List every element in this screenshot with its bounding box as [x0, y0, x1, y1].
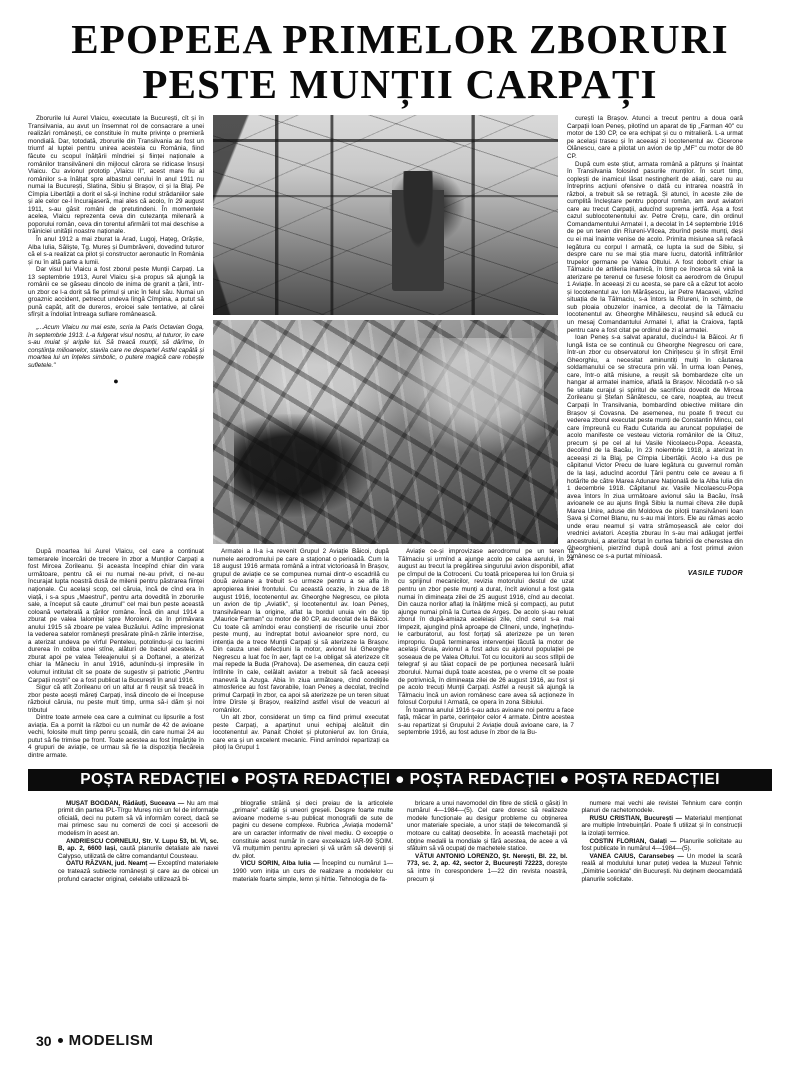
posta-entry-name: RUSU CRISTIAN, București —	[589, 814, 682, 822]
bullet-separator: ●	[113, 376, 119, 387]
posta-entry	[233, 860, 394, 883]
posta-column-1	[58, 800, 219, 884]
posta-entry-name: VANEA CAIUS, Caransebeș —	[589, 852, 684, 860]
posta-entry-name: VICU SORIN, Alba Iulia —	[240, 860, 320, 868]
posta-entry	[582, 815, 743, 838]
article-column-4-top	[567, 115, 743, 577]
headline-line-2: PESTE MUNȚII CARPAȚI	[142, 60, 658, 107]
paragraph: Sigur că atît Zorileanu ori un altul ar fi reușit să treacă în zbor peste acești măreți Carpați, însă dincolo de ei începuse războiul căruia, nu peste mult timp, urma să-i dăm și noi tributul	[28, 684, 204, 714]
article-column-1-top	[28, 115, 204, 541]
posta-entry-name: COSTIN FLORIAN, Galați —	[589, 837, 677, 845]
posta-entry-name: OATU RĂZVAN, jud. Neamț —	[66, 860, 156, 868]
posta-entry-body: Exceptînd materialele ce tratează subiecte românești și care au de obicei un profund caracter original, celelalte utilizează bi-	[58, 860, 219, 883]
photo-detail-shadow	[234, 414, 372, 517]
photo-vlaicu-aircraft-pilot	[213, 115, 558, 315]
article-column-2	[213, 548, 389, 759]
posta-entry-body: Un model la scară reală al modulului lunar puteți vedea la Muzeul Tehnic „Dimitrie Leonida" din București. Nu deținem deocamdată planurile solicitate.	[581, 852, 742, 883]
paragraph: După moartea lui Aurel Vlaicu, cel care a continuat temerarele încercări de trecere în zbor a Munților Carpați a fost Mircea Zorileanu. Și aceasta începînd chiar din vara următoare, pentru că ei nu numai ne-au privit, ci ne-au încurajat lupta noastră dusă de milenii pentru păstrarea ființei naționale. Cu același scop, cel căruia, încă de cînd era în viață, i s-a spus „Maestrul", pentru arta dovedită în zborurile sale, a început să caute „drumul" cel mai bun peste această coloană vertebrală a țărilor române. Încă din anul 1914 a zburat pe valea Ialomiței spre Moroieni, ca în primăvara anului 1915 să zboare pe valea Buzăului. Adînc impresionat la vederea satelor românești presărate pînă-n zările interzise, a aterizat undeva pe vîrful Penteleu, potolindu-și cu lacrimi durerea în coliba unei stîne, alături de baciul acesteia. A zburat apoi pe valea Teleajenului și a Doftanei, a aterizat chiar la Măneciu în anul 1916, adunîndu-și impresiile în volumul intitulat cît se poate de sugestiv și patriotic „Pentru Carpații noștri" ce a fost publicat la București în anul 1916.	[28, 548, 204, 684]
page-number: 30	[36, 1032, 52, 1049]
posta-entry-body: Începînd cu numărul 1—1990 vom iniția un curs de realizare a modelelor cu materiale foarte simple, lemn și hîrtie. Tehnologia de fa-	[232, 860, 393, 883]
posta-entry	[582, 838, 743, 853]
magazine-name: MODELISM	[68, 1032, 154, 1049]
posta-entry-name: MUȘAT BOGDAN, Rădăuți, Suceava —	[66, 799, 185, 807]
posta-redactiei-banner-text: POȘTA REDACȚIEI ● POȘTA REDACȚIEI ● POȘTA REDACȚIEI ● POȘTA REDACȚIEI	[80, 770, 720, 788]
paragraph: După cum este știut, armata română a pătruns și înaintat în Transilvania folosind pasurile munților. În scurt timp, coplești de inamicul lăsat nestingherit de aliați, care nu au întreprins acțiuni ofensive o dată cu intrarea noastră în război, a trebuit să se retragă. Și atunci, în aceste zile de cumplită încleștare pentru poporul român, am avut aviatori care au trecut Carpații, aducînd suprema jertfă. Așa a fost cazul sublocotenentului av. Petre Crețu, care, din ordinul Comandamentului Armatei I, a decolat în 14 septembrie 1916 de pe un teren din Rîureni-Vîlcea, zburînd peste munți, deși cu ei mai înainte venise de acolo. Primita misiunea să refacă legătura cu corpul I armată, ce lupta la sud de Sibiu, și despre care nu se mai știa mare lucru, datorită infiltrărilor trupelor germane pe Valea Oltului. A fost doborît chiar la Tălmaciu de artileria inamică, în timp ce încerca să vină la aterizare pe terenul ce fusese folosit ca aerodrom de Grupul 1 Aviație. În aceeași zi cu acesta, se pare că a căzut tot acolo și locotenentul av. Ion Mărășescu, iar Petre Macavei, văzînd situația de la Tălmaciu, s-a întors la Rîureni, în schimb, de sub ploaia obuzelor inamice, a decolat de la Tălmaciu locotenentul av. Gheorghe Mihăilescu, reușind să educă cu un mesaj Comandantului Armatei I, aflat la Craiova, faptă pentru care a fost citat pe ordinul de zi al armatei.	[567, 160, 743, 334]
pull-quote: „...Acum Vlaicu nu mai este, scria la Paris Octavian Goga, în septembrie 1913. L-a fulgerat visul nostru, al tuturor, în care s-au muiat și aripile lui. Să treacă munții, să dărîme, în conștiința milioanelor, stavila care ne desparte! Astfel capătă și moartea lui un înțeles simbolic, o putere magică care robește sufletele."	[28, 324, 204, 369]
article-column-4-spacer	[583, 548, 759, 759]
posta-entry	[407, 853, 568, 883]
posta-entry-name: ANDRIESCU CORNELIU, Str. V. Lupu 53, bl. VI, sc. B, ap. 2, 6600 Iași,	[58, 837, 219, 853]
posta-column-2	[233, 800, 394, 884]
posta-paragraph: bricare a unui navomodel din fibre de sticlă o găsiți în numărul 4—1984—(5). Cel care doresc să realizeze modele funcționale au desigur probleme cu obținerea unor materiale speciale, a unor stații de telecomandă și motoare cu calitați deosebite. În această machetajii pot obține medalii la mondiale și fără acestea, de acee a vă sfătuim să vă ocupați de machetele statice.	[407, 799, 568, 853]
paragraph: Dintre toate armele cea care a culminat cu lipsurile a fost aviația. Ea a pornit la război cu un număr de 42 de avioane vechi, folosite mult timp penru școală, din care numai 24 au putut să fie trimise pe front. Toate acestea au fost împărțite în 4 grupuri de aviație, ce urmau să fie la dispoziția fiecăreia dintre armate.	[28, 714, 204, 760]
posta-entry	[58, 860, 219, 883]
posta-entry-body: caută planurile detaliate ale navei Calypso, utilizată de către comandantul Cousteau.	[58, 845, 219, 860]
photo-detail-struts	[213, 115, 558, 315]
article-byline: VASILE TUDOR	[687, 569, 743, 577]
photo-detail-pilot	[392, 171, 444, 291]
article-lower-block	[0, 541, 800, 759]
posta-entry-body: Planurile solicitate au fost publicate în numărul 4—1984—(5).	[581, 837, 742, 853]
posta-column-3	[407, 800, 568, 884]
posta-entry-body: Nu am mai primit din partea IPL-Tîrgu Mureș nici un fel de informație oficială, deci nu putem să vă informăm corect, dacă se mai primesc sau nu comenzi de coci și accesorii de modelism în acest an.	[58, 799, 219, 837]
posta-paragraph: numere mai vechi ale revistei Tehnium care conțin planuri de rachetomodele.	[581, 799, 742, 815]
photo-aerial-view	[213, 320, 558, 544]
paragraph: Armatei a II-a i-a revenit Grupul 2 Aviație Băicoi, după numele aerodromului pe care a staționat o perioadă. Cum la 18 august 1916 armata română a intrat victorioasă în Brașov, grupul de aviație ce se compunea numai dintr-o escadrilă cu două avioane a trebuit s-o urmeze pentru a se afla în apropierea liniei frontului. Cu această ocazie, în ziua de 18 august 1916, locotenentul av. Gheorghe Negrescu, ce pilota un avion de tip „Aviatik", și locotenentul av. Ioan Peneș, transilvănean la origine, aflat la bordul unuia vin de tip „Maurice Farman" cu motor de 80 CP, au decolat de la Băicoi. Cu toate că amîndoi erau conștienți de riscurile unui zbor peste munți, au îndreptat botul avioanelor spre nord, cu intenția de a trece Munții Carpați și să aterizeze la Brașov. Din cauza unei defecțiuni la motor, avionul lui Gheorghe Negrescu a luat foc în aer, fapt ce l-a obligat să aterizeze cît mai repede la Buda (Prahova). De asemenea, din cauza ceții întîlnite în cale, celălalt aviator a trebuit să facă aceeași manevră la Azuga. Abia în ziua următoare, cînd condițiile atmosferice au fost favorabile, Ioan Peneș a decolat, trecînd primul Carpații în zbor, ca apoi să aterizeze pe un teren situat între Dîrste și Brașov, realizînd astfel visul de veacuri al românilor.	[213, 548, 389, 714]
paragraph: Ioan Peneș s-a salvat aparatul, ducîndu-l la Băicoi. Ar fi lungă lista ce se continuă cu Gheorghe Negrescu ori care, într-un zbor cu observatorul Ion Chirițescu și în sfîrșit Emil Gheorghiu, a necesitat aminuntiți mulți în căutarea soldamanului ce se strecura prin văi. În urma loan Peneș, care, într-o altă misiune, a reușit să bombardeze cîte un hangar al armatei inamice, aflată la Brașov. Nicodată n-o să fie uitate curajul și spiritul de sacrificiu dovedit de Mircea Zorileanu și Ștefan Sănătescu, ce care, noaptea, au trecut Carpații în Transilvania, bombardînd obiective militare din Brașov și Covasna. De asemenea, nu poate fi trecut cu vederea zborul executat peste munți de Constantin Mincu, cel care împreună cu Radu Cutarida au aruncat populației de acolo manifeste ce vesteau victoria românilor de la Oituz, precum și pe cel al lui Vasile Nicolaecu-Popa. Aceasta, decolînd de la Bacău, în 23 noiembrie 1918, a aterizat în aceeași zi la Blaj, pe Cîmpia Libertății. Acolo i-a dus pe căpitanul Victor Precu de luare legătura cu guvernul român de la Iași, aducînd acordul Țării pentru cele ce aveau a fi hotărîte de către Marea Adunare Națională de la Alba Iulia din 1 decembrie 1918. Căpitanul av. Vasile Nicolaescu-Popa avea întors în ziua următoare avionul său la Bacău, însă avioanele ce au ajuns lîngă Sibiu la numai cîteva zile după Marea Unire, aduse din Moldova de piloții transilvăneni Ioan Șava și Cornel Blanu, nu s-au mai întors. Ele au rămas acolo unde erau neamul și vatra strămoșească ale celor doi vrednici aviatori. Aceștia zburau în s-au mai adăugat jertfei ancestrului, a aterizat forțat în curtea fabricii de cherestea din Gheorghieni, pierzînd după două ani a fost primul avion românesc ce s-a purtat mînioasă.	[567, 334, 743, 560]
paragraph: Zborurile lui Aurel Vlaicu, executate la București, cît și în Transilvania, au avut un însemnat rol de consacrare a unei realizări românești, ce constituie în multe privințe o premieră mondială. Dar, totodată, zborurile din Transilvania au fost un triumf al luptei pentru unirea acesteia cu România, fiind făcute cu scopul înălțării mîndriei și ființei naționale a românilor transilvăneni din mijlocul cărora se ridicase însuși Vlaicu. Cu avionul prototip „Vlaicu II", acest mare fiu al românilor s-a înălțat spre albastrul cerului în anul 1911 nu numai la București, Slatina, Sibiu și Brașov, ci și la Blaj. Pe Cîmpia Libertății a dorit el să-și închine rodul strădaniilor sale și ale celor ce-l încurajaseră, mai ales că acolo, în 29 august 1911, s-au găsit români de pretutindeni. În momentele acelea, Vlaicu reprezenta ceva din cutezanța milenară a poporului român, ceva din torentul afirmării tot mai deschise a trăiniciei unității noastre naționale.	[28, 115, 204, 236]
posta-paragraph: bliografie străină și deci preiau de la articolele „primare" calități și uneori greșeli. Despre foarte multe avioane moderne s-au publicat monografii de sute de pagini cu desene complexe. Rubrica „Aviația modernă" are un caracter informativ de nivel mediu. O excepție o constituie acest număr în care excelează IAR-99 ȘOIM. Vă mulțumim pentru aprecieri și vă urăm să deveniți și dv. pilot.	[232, 799, 393, 860]
article-column-1-bottom	[28, 548, 204, 759]
article-column-3	[398, 548, 574, 759]
headline-line-1: EPOPEEA PRIMELOR ZBORURI	[71, 16, 729, 62]
paragraph: Dar visul lui Vlaicu a fost zborul peste Munții Carpați. La 13 septembrie 1913, Aurel Vlaicu și-a propus să ajungă la românii ce se găseau dincolo de inima de granit a țării, într-un zbor ce l-a dorit să fie primul și unic în felul său. Numai un groaznic accident, petrecut undeva lîngă Cîmpina, a putut să pună capăt, atît de dureros, eroicei sale tentative, al cărei sfîrșit a îndoliat întreaga suflare românească.	[28, 266, 204, 319]
posta-entry	[582, 853, 743, 883]
page-footer	[36, 1032, 153, 1049]
posta-column-4	[582, 800, 743, 884]
posta-entry	[58, 800, 219, 838]
page-headline	[0, 0, 800, 109]
posta-redactiei-banner	[28, 769, 772, 791]
article-top-block	[0, 109, 800, 577]
posta-entry	[58, 838, 219, 861]
paragraph: În anul 1912 a mai zburat la Arad, Lugoj, Hațeg, Orăștie, Alba Iulia, Săliște, Tg. Mureș și Dumbrăveni, dovedind tuturor că el s-a realizat ca pilot și constructor aeronautic în România și nu în altă parte a lumii.	[28, 236, 204, 266]
posta-entry-name: VĂTUI ANTONIO LORENZO, Șt. Nerești, Bl. 22, bl. 773, sc. 2, ap. 42, sector 2, București 72223,	[407, 852, 568, 868]
footer-dot-icon	[58, 1038, 63, 1043]
paragraph: Un alt zbor, considerat un timp ca fiind primul executat peste Carpați, a aparținut unui echipaj alcătuit din locotenentul av. Panait Cholet și plutonierul av. Ion Gruia, care era și un excelent mecanic. Fiind amîndoi repartizați ca piloți la Grupul 1	[213, 714, 389, 752]
paragraph: În toamna anului 1916 s-au adus avioane noi pentru a face față, măcar în parte, cerințelor celor 4 armate. Dintre acestea s-au repartizat și Grupului 2 Aviație două avioane care, la 7 septembrie 1916, au fost aduse în zbor de la Bu-	[398, 706, 574, 737]
article-photo-column	[213, 115, 558, 541]
paragraph: curești la Brașov. Atunci a trecut pentru a doua oară Carpații Ioan Peneș, pilotînd un aparat de tip „Farman 40" cu motor de 130 CP, ce era echipat și cu o mitralieră. L-a urmat pe același traseu și în aceeași zi locotenentul av. Cicerone Olănescu, care a pilotat un avion de tip „MF" cu motor de 80 CP.	[567, 115, 743, 160]
paragraph: Aviație ce-și improvizase aerodromul pe un teren la Tălmaciu și urmînd a ajunge acolo pe calea aerului, în 24 august au trecut la pregătirea singurului avion disponibil, aflat pe cîmpul de la Cotroceni. Cu toată priceperea lui Ion Gruia și cu sprijinul mecanicilor, revizia motorului destul de uzat pentru un zbor peste munți a durat, încît avionul a fost gata numai în dimineața zilei de 25 august 1916, cînd au decolat. Din cauza norilor aflați la înălțime mică și compacți, au putut ajunge numai pînă la Curtea de Argeș. De acolo și-au reluat zborul în după-amiaza aceleiași zile, cînd cerul s-a mai limpezit, ajungînd pînă aproape de Cîlneni, unde, înghețîndu-le carburatorul, au fost forțați să aterizeze pe un teren impropriu. După terminarea intervenției făcută la motor de același Gruia, avionul a fost adus cu ajutorul populației pe șoseaua de pe Valea Oltului. Tot cu locuitorii au scos stîlpii de telegraf și au tăiat copacii de pe porțiunea necesară luării zborului. Numai după toate acestea, pe o vreme cît se poate de potrivnică, în dimineața zilei de 26 august 1916, au fost și pe acolo trecuți Munții Carpați. Astfel a reușit să ajungă la Tălmaciu încă un avion românesc care avea să acționeze în folosul Corpului I Armată, ce opera în zona Sibiului.	[398, 548, 574, 707]
posta-entry-body: dorește să intre în corespondere 1—22 din revista noastră, precum și	[407, 860, 568, 883]
posta-entry-body: Materialul menționat are multiple întrebuințări. Poate fi utilizat și în construcții la izolații termice.	[581, 814, 742, 837]
photo-detail-highlight	[392, 338, 544, 454]
posta-redactiei-content	[0, 791, 800, 884]
